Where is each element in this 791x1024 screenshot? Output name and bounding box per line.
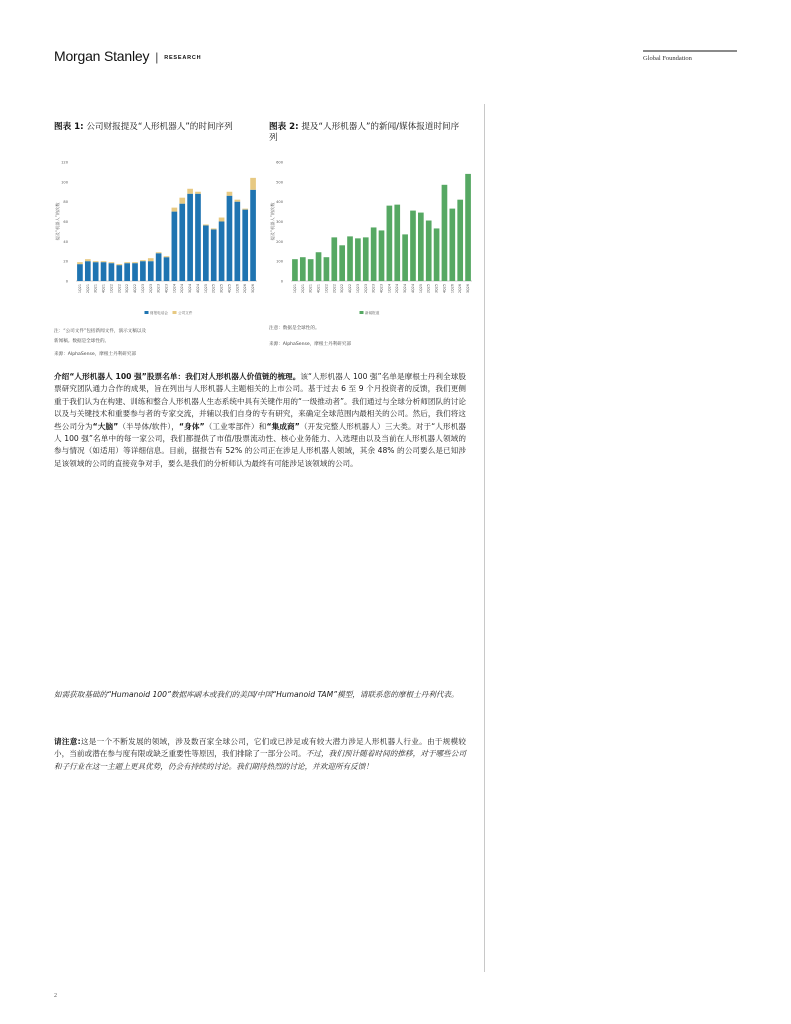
bar-secondary	[242, 209, 248, 210]
y-tick-label: 120	[61, 160, 68, 165]
bar-primary	[116, 265, 122, 281]
x-tick-label: 4Q24	[195, 284, 200, 294]
bar-secondary	[132, 262, 138, 263]
exhibit1-note2: 新闻稿。数据是全球性的。	[54, 339, 110, 344]
x-tick-label: 1Q21	[292, 284, 297, 294]
x-tick-label: 2Q24	[180, 284, 185, 294]
bar-primary	[316, 252, 322, 281]
bar-primary	[410, 211, 416, 281]
bar-secondary	[179, 198, 185, 204]
bar-primary	[449, 209, 455, 281]
disclaimer-text: 这是一个不断发展的领域，涉及数百家全球公司，它们或已涉足或有较大潜力涉足人形机器人行业。由于规模较小，当前或潜在参与度有限或缺乏重要性等原因，我们排除了一部分公司。	[54, 737, 466, 759]
bar-secondary	[77, 262, 83, 264]
exhibit2-chart	[269, 156, 479, 320]
x-tick-label: 4Q22	[348, 284, 353, 294]
y-tick-label: 600	[276, 160, 283, 165]
legend-label: 财报电话会	[150, 311, 168, 315]
x-tick-label: 1Q24	[387, 284, 392, 294]
bar-secondary	[211, 228, 217, 229]
x-tick-label: 4Q23	[379, 284, 384, 294]
brand-separator: |	[155, 50, 159, 64]
bar-secondary	[148, 258, 154, 261]
x-tick-label: 4Q22	[133, 284, 138, 294]
legend-swatch	[173, 311, 177, 314]
exhibit2-source: 来源：AlphaSense，摩根士丹利研究部	[269, 342, 352, 347]
y-tick-label: 300	[276, 220, 283, 224]
x-tick-label: 1Q22	[324, 284, 329, 294]
bar-primary	[363, 237, 369, 281]
bar-secondary	[93, 261, 99, 262]
intro-text-4: （开发完整人形机器人）三大类。对于“人形机器人 100 强”名单中的每一家公司，我们都提供了市值/股票流动性、核心业务能力、入选理由以及当前在人形机器人领域的参与情况（如适用）等详细信息。目前，据报告有 52% 的公司正在涉足人形机器人领域，其余 48% 的公司要么是已知涉足该领域的公司的直接竞争对手，要么是我们的分析师认为最终有可能涉足该领域的公司。	[54, 421, 467, 468]
category-brain: “大脑”	[92, 421, 119, 431]
bar-primary	[140, 261, 146, 281]
x-tick-label: 3Q24	[188, 284, 193, 294]
x-tick-label: 1Q22	[109, 284, 114, 294]
x-tick-label: 4Q25	[227, 284, 232, 294]
bar-primary	[179, 204, 185, 281]
category-body: “身体”	[179, 421, 205, 431]
bar-primary	[132, 263, 138, 281]
bar-primary	[379, 230, 385, 281]
contact-paragraph: 如需获取基础的“Humanoid 100”数据库副本或我们的美国/中国“Humanoid TAM”模型，请联系您的摩根士丹利代表。	[54, 690, 459, 699]
bar-secondary	[250, 178, 256, 190]
category-integrator: “集成商”	[266, 421, 300, 431]
y-tick-label: 40	[63, 239, 68, 244]
x-tick-label: 3Q26	[251, 284, 256, 294]
bar-primary	[426, 221, 432, 281]
bar-primary	[77, 264, 83, 281]
bar-primary	[418, 213, 424, 281]
legend-swatch	[145, 311, 149, 314]
bar-primary	[300, 257, 306, 281]
bar-secondary	[85, 259, 91, 261]
bar-primary	[148, 261, 154, 281]
legend-swatch	[360, 311, 364, 314]
x-tick-label: 3Q23	[156, 284, 161, 294]
intro-paragraph	[54, 371, 466, 470]
y-tick-label: 100	[61, 180, 68, 185]
x-tick-label: 2Q21	[300, 284, 305, 294]
exhibit1-note1: 注：“公司文件”包括新闻文件，演示文稿以及	[54, 329, 147, 334]
bar-secondary	[172, 208, 178, 212]
bar-secondary	[109, 262, 115, 263]
x-tick-label: 2Q26	[458, 284, 463, 294]
bar-primary	[234, 202, 240, 281]
bar-primary	[292, 259, 298, 281]
y-tick-label: 100	[276, 259, 283, 264]
bar-primary	[434, 228, 440, 281]
disclaimer-italic-text: 不过，我们预计随着时间的推移，对于哪些公司和子行业在这一主题上更具优势，仍会有持续的讨论。我们期待热烈的讨论，并欢迎所有反馈！	[54, 749, 466, 771]
exhibit2-title	[269, 122, 464, 144]
bar-secondary	[124, 262, 130, 263]
x-tick-label: 2Q23	[148, 284, 153, 294]
x-tick-label: 3Q22	[125, 284, 130, 294]
bar-primary	[85, 261, 91, 281]
bar-primary	[355, 238, 361, 281]
x-tick-label: 4Q25	[442, 284, 447, 294]
exhibit2-title-text: 提及“人形机器人”的新闻/媒体报道时间序列	[269, 122, 460, 143]
exhibit1-title-text: 公司财报提及“人形机器人”的时间序列	[83, 122, 233, 132]
bar-primary	[203, 225, 209, 281]
bar-secondary	[187, 189, 193, 194]
intro-text-1: 该“人形机器人 100 强”名单是摩根士丹利全球股票研究团队通力合作的成果，旨在列出与人形机器人主题相关的上市公司。基于过去 6 至 9 个月投资者的反馈，我们更侧重于我们认为在构建、训练和整合人形机器人生态系统中具有关键作用的“一级推动者”。我们通过与全球分析师团队的讨论以及与关键技术和重要参与者的专家交流，并辅以我们自身的专有研究，来确定全球范围内最相关的公司。然后，我们将这些公司分为	[54, 372, 466, 431]
bar-secondary	[195, 192, 201, 194]
column-divider	[484, 104, 485, 972]
brand-logo	[54, 48, 201, 64]
intro-text-2: （半导体/软件），	[118, 421, 179, 431]
disclaimer-paragraph	[54, 736, 466, 773]
y-tick-label: 60	[63, 220, 68, 224]
x-tick-label: 4Q21	[316, 284, 321, 294]
bar-primary	[242, 210, 248, 281]
bar-primary	[331, 237, 337, 281]
bar-primary	[457, 200, 463, 281]
x-tick-label: 3Q21	[93, 284, 98, 294]
bar-primary	[339, 245, 345, 281]
x-tick-label: 4Q21	[101, 284, 106, 294]
legend-label: 公司文件	[178, 311, 193, 315]
brand-name: Morgan Stanley	[54, 48, 150, 64]
x-tick-label: 3Q24	[403, 284, 408, 294]
x-tick-label: 1Q23	[355, 284, 360, 294]
y-tick-label: 0	[65, 279, 68, 284]
y-tick-label: 400	[276, 200, 283, 205]
bar-primary	[156, 253, 162, 281]
x-tick-label: 1Q23	[140, 284, 145, 294]
y-tick-label: 0	[280, 279, 283, 284]
bar-primary	[187, 194, 193, 281]
intro-heading: 介绍“人形机器人 100 强”股票名单：我们对人形机器人价值链的梳理。	[54, 372, 301, 381]
bar-primary	[195, 194, 201, 281]
disclaimer-label: 请注意:	[54, 737, 81, 746]
legend-label: 新闻报道	[365, 311, 380, 315]
bar-primary	[347, 236, 353, 281]
x-tick-label: 2Q23	[363, 284, 368, 294]
exhibit1-source: 来源：AlphaSense，摩根士丹利研究部	[54, 352, 137, 357]
exhibit2-note: 注意：数据是全球性的。	[269, 326, 320, 331]
x-tick-label: 2Q22	[332, 284, 337, 294]
x-tick-label: 2Q21	[85, 284, 90, 294]
x-tick-label: 3Q21	[308, 284, 313, 294]
bar-primary	[211, 229, 217, 281]
exhibit2-number: 图表 2:	[269, 122, 299, 132]
bar-secondary	[140, 260, 146, 261]
x-tick-label: 3Q22	[340, 284, 345, 294]
y-axis-label: 提及“机器人”的次数	[270, 202, 275, 241]
x-tick-label: 3Q26	[466, 284, 471, 294]
x-tick-label: 1Q26	[235, 284, 240, 294]
bar-secondary	[101, 261, 107, 262]
y-tick-label: 500	[276, 180, 283, 185]
bar-primary	[124, 263, 130, 281]
bar-secondary	[156, 252, 162, 253]
bar-primary	[402, 234, 408, 281]
bar-primary	[250, 190, 256, 281]
bar-primary	[172, 212, 178, 281]
y-tick-label: 80	[63, 200, 68, 205]
bar-primary	[371, 227, 377, 281]
header-rule	[643, 50, 737, 52]
x-tick-label: 2Q25	[426, 284, 431, 294]
bar-primary	[93, 262, 99, 281]
intro-text-3: （工业零部件）和	[204, 421, 267, 431]
bar-primary	[219, 222, 225, 282]
x-tick-label: 1Q21	[77, 284, 82, 294]
bar-primary	[387, 206, 393, 281]
x-tick-label: 1Q26	[450, 284, 455, 294]
bar-primary	[227, 196, 233, 281]
exhibit1-title	[54, 122, 249, 133]
bar-secondary	[203, 224, 209, 225]
x-tick-label: 4Q24	[410, 284, 415, 294]
exhibit1-number: 图表 1:	[54, 122, 84, 132]
division-label: RESEARCH	[164, 55, 202, 61]
x-tick-label: 2Q24	[395, 284, 400, 294]
exhibit1-chart	[54, 156, 264, 320]
x-tick-label: 1Q25	[418, 284, 423, 294]
x-tick-label: 4Q23	[164, 284, 169, 294]
bar-secondary	[227, 192, 233, 196]
bar-secondary	[219, 218, 225, 222]
x-tick-label: 3Q25	[219, 284, 224, 294]
bar-secondary	[234, 200, 240, 202]
x-tick-label: 2Q26	[243, 284, 248, 294]
x-tick-label: 2Q25	[211, 284, 216, 294]
bar-secondary	[164, 256, 170, 257]
bar-primary	[394, 205, 400, 281]
bar-primary	[324, 257, 330, 281]
x-tick-label: 1Q25	[203, 284, 208, 294]
bar-primary	[101, 262, 107, 281]
x-tick-label: 2Q22	[117, 284, 122, 294]
y-tick-label: 200	[276, 239, 283, 244]
bar-primary	[308, 259, 314, 281]
bar-secondary	[116, 264, 122, 265]
x-tick-label: 1Q24	[172, 284, 177, 294]
bar-primary	[164, 257, 170, 281]
y-axis-label: 提及“机器人”的次数	[55, 202, 60, 241]
bar-primary	[442, 185, 448, 281]
page-number: 2	[54, 993, 57, 999]
x-tick-label: 3Q23	[371, 284, 376, 294]
x-tick-label: 3Q25	[434, 284, 439, 294]
y-tick-label: 20	[63, 259, 68, 264]
bar-primary	[109, 263, 115, 281]
report-series-label: Global Foundation	[643, 55, 692, 62]
bar-primary	[465, 174, 471, 281]
